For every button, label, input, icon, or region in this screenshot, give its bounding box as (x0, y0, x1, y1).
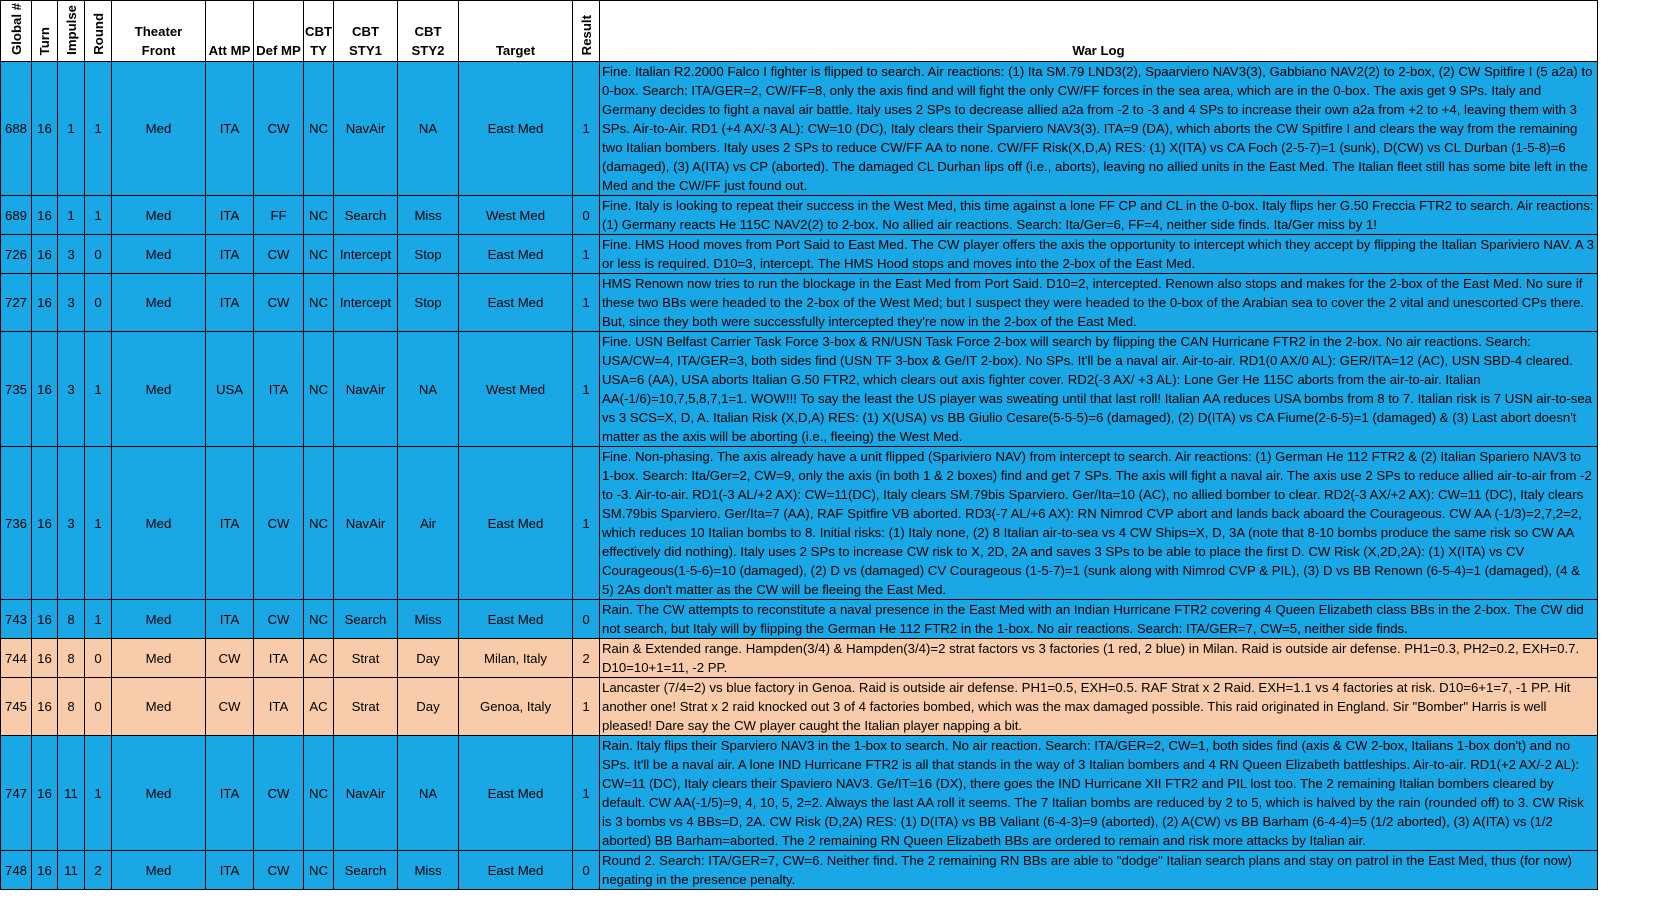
table-row (1, 851, 1598, 890)
cell-target: East Med (459, 62, 573, 196)
cell-global: 689 (1, 196, 32, 235)
cell-log: HMS Renown now tries to run the blockage in the East Med from Port Said. D10=2, intercepted. Renown also stops and makes for the 2-box of the East Med. No sure if these two BBs were headed to the 2-box of the West Med; but I suspect they were headed to the 0-box of the Arabian sea to cover the 2 vital and unescorted CPs there. But, since they both were successfully intercepted they're now in the 2-box of the East Med. (600, 274, 1598, 332)
cell-impulse: 3 (58, 332, 85, 447)
cell-impulse: 1 (58, 196, 85, 235)
col-header-cbt-ty: CBT TY (304, 1, 334, 62)
cell-cbt-sty1: Search (334, 851, 398, 890)
col-header-impulse: Impulse (58, 1, 85, 62)
col-header-turn: Turn (32, 1, 58, 62)
cell-global: 727 (1, 274, 32, 332)
cell-turn: 16 (32, 332, 58, 447)
table-row (1, 62, 1598, 196)
cell-att-mp: ITA (206, 736, 254, 851)
cell-def-mp: ITA (254, 639, 304, 678)
cell-cbt-ty: NC (304, 447, 334, 600)
cell-cbt-ty: NC (304, 235, 334, 274)
cell-impulse: 3 (58, 447, 85, 600)
cell-cbt-ty: AC (304, 678, 334, 736)
cell-theater: Med (112, 447, 206, 600)
col-header-global: Global # (1, 1, 32, 62)
cell-cbt-sty2: Miss (398, 851, 459, 890)
cell-att-mp: USA (206, 332, 254, 447)
header-row (1, 1, 1598, 62)
table-row (1, 332, 1598, 447)
cell-theater: Med (112, 332, 206, 447)
cell-result: 1 (573, 332, 600, 447)
cell-turn: 16 (32, 274, 58, 332)
cell-global: 743 (1, 600, 32, 639)
cell-att-mp: CW (206, 678, 254, 736)
cell-result: 0 (573, 196, 600, 235)
cell-global: 735 (1, 332, 32, 447)
cell-global: 736 (1, 447, 32, 600)
cell-impulse: 3 (58, 274, 85, 332)
col-header-result: Result (573, 1, 600, 62)
cell-cbt-sty2: Day (398, 678, 459, 736)
cell-target: East Med (459, 447, 573, 600)
cell-impulse: 1 (58, 62, 85, 196)
cell-target: East Med (459, 851, 573, 890)
cell-impulse: 8 (58, 639, 85, 678)
cell-result: 1 (573, 678, 600, 736)
cell-result: 0 (573, 851, 600, 890)
cell-cbt-ty: NC (304, 600, 334, 639)
cell-log: Fine. Italy is looking to repeat their success in the West Med, this time against a lone FF CP and CL in the 0-box. Italy flips her G.50 Freccia FTR2 to search. Air reactions: (1) Germany reacts He 115C NAV2(2) to 2-box. No allied air reactions. Search: Ita/Ger=6, FF=4, neither side finds. Ita/Ger miss by 1! (600, 196, 1598, 235)
cell-cbt-sty1: Intercept (334, 274, 398, 332)
cell-round: 0 (85, 235, 112, 274)
cell-round: 1 (85, 447, 112, 600)
cell-theater: Med (112, 235, 206, 274)
cell-cbt-ty: NC (304, 851, 334, 890)
table-row (1, 639, 1598, 678)
cell-turn: 16 (32, 678, 58, 736)
table-row (1, 736, 1598, 851)
cell-att-mp: CW (206, 639, 254, 678)
cell-round: 1 (85, 332, 112, 447)
cell-cbt-ty: NC (304, 196, 334, 235)
table-row (1, 447, 1598, 600)
cell-cbt-sty2: NA (398, 62, 459, 196)
cell-att-mp: ITA (206, 235, 254, 274)
cell-round: 1 (85, 196, 112, 235)
cell-cbt-sty2: Miss (398, 196, 459, 235)
cell-att-mp: ITA (206, 196, 254, 235)
cell-turn: 16 (32, 447, 58, 600)
cell-cbt-sty1: NavAir (334, 736, 398, 851)
cell-att-mp: ITA (206, 851, 254, 890)
cell-round: 1 (85, 62, 112, 196)
cell-cbt-sty2: Air (398, 447, 459, 600)
cell-cbt-sty1: NavAir (334, 447, 398, 600)
cell-cbt-sty1: NavAir (334, 332, 398, 447)
cell-log: Fine. Italian R2.2000 Falco I fighter is flipped to search. Air reactions: (1) Ita SM.79 LND3(2), Spaarviero NAV3(3), Gabbiano NAV2(2) to 2-box, (2) CW Spitfire I (5 a2a) to 0-box. Search: ITA/GER=2, CW/FF=8, only the axis find and will fight the only CW/FF forces in the sea area, which are in the 0-box. The axis get 9 SPs. Italy and Germany decides to fight a naval air battle. Italy uses 2 SPs to decrease allied a2a from -2 to -3 and 4 SPs to increase their own a2a from +2 to +4, leaving them with 3 SPs. Air-to-Air. RD1 (+4 AX/-3 AL): CW=10 (DC), Italy clears their Sparviero NAV3(3). ITA=9 (DA), which aborts the CW Spitfire I and clears the way from the remaining two Italian bombers. Italy uses 2 SPs to reduce CW/FF AA to none. CW/FF Risk(X,D,A) RES: (1) X(ITA) vs CA Foch (2-5-7)=1 (sunk), D(CW) vs CL Durban (1-5-8)=6 (damaged), (3) A(ITA) vs CP (aborted). The damaged CL Durhan lips off (i.e., aborts), leaving no allied units in the East Med. The Italian fleet still has some bite left in the Med and the CW/FF just found out. (600, 62, 1598, 196)
cell-def-mp: ITA (254, 332, 304, 447)
col-header-round: Round (85, 1, 112, 62)
cell-cbt-sty2: Day (398, 639, 459, 678)
cell-turn: 16 (32, 639, 58, 678)
cell-round: 1 (85, 600, 112, 639)
cell-theater: Med (112, 851, 206, 890)
cell-target: West Med (459, 196, 573, 235)
cell-theater: Med (112, 62, 206, 196)
cell-global: 688 (1, 62, 32, 196)
cell-turn: 16 (32, 62, 58, 196)
cell-def-mp: CW (254, 274, 304, 332)
cell-round: 0 (85, 639, 112, 678)
col-header-cbt-sty1: CBT STY1 (334, 1, 398, 62)
cell-result: 2 (573, 639, 600, 678)
cell-target: West Med (459, 332, 573, 447)
cell-att-mp: ITA (206, 62, 254, 196)
cell-target: East Med (459, 235, 573, 274)
table-row (1, 196, 1598, 235)
cell-round: 0 (85, 678, 112, 736)
cell-round: 1 (85, 736, 112, 851)
cell-log: Round 2. Search: ITA/GER=7, CW=6. Neither find. The 2 remaining RN BBs are able to "dodge" Italian search plans and stay on patrol in the East Med, thus (for now) negating in the presence penalty. (600, 851, 1598, 890)
col-header-theater: Theater Front (112, 1, 206, 62)
cell-theater: Med (112, 600, 206, 639)
cell-result: 1 (573, 447, 600, 600)
cell-def-mp: FF (254, 196, 304, 235)
cell-cbt-sty1: Search (334, 600, 398, 639)
cell-att-mp: ITA (206, 600, 254, 639)
cell-target: Milan, Italy (459, 639, 573, 678)
cell-global: 745 (1, 678, 32, 736)
cell-def-mp: CW (254, 851, 304, 890)
cell-cbt-sty2: Miss (398, 600, 459, 639)
cell-def-mp: CW (254, 447, 304, 600)
cell-log: Rain. Italy flips their Sparviero NAV3 in the 1-box to search. No air reaction. Search: ITA/GER=2, CW=1, both sides find (axis & CW 2-box, Italians 1-box don't) and no SPs. It'll be a naval air. A lone IND Hurricane FTR2 is all that stands in the way of 3 Italian bombers and 4 RN Queen Elizabeth battleships. Air-to-air. RD1(+2 AX/-2 AL): CW=11 (DC), Italy clears their Spaviero NAV3. Ge/IT=16 (DX), there goes the IND Hurricane XII FTR2 and PIL lost too. The 2 remaining Italian bombers cleared by default. CW AA(-1/5)=9, 4, 10, 5, 2=2. Always the last AA roll it seems. The 7 Italian bombs are reduced by 2 to 5, which is halved by the rain (rounded off) to 3. CW Risk is 3 bombs vs 4 BBs=D, 2A. CW Risk (D,2A) RES: (1) D(ITA) vs BB Valiant (6-4-3)=9 (aborted), (2) A(CW) vs BB Barham (6-4-4)=5 (1/2 aborted), (3) A(ITA) vs (1/2 aborted) BB Barham=aborted. The 2 remaining RN Queen Elizabeth BBs are ordered to remain and risk more attacks by Italian air. (600, 736, 1598, 851)
cell-cbt-sty1: Strat (334, 639, 398, 678)
cell-result: 1 (573, 736, 600, 851)
cell-turn: 16 (32, 851, 58, 890)
cell-log: Lancaster (7/4=2) vs blue factory in Genoa. Raid is outside air defense. PH1=0.5, EXH=0.5. RAF Strat x 2 Raid. EXH=1.1 vs 4 factories at risk. D10=6+1=7, -1 PP. Hit another one! Strat x 2 raid knocked out 3 of 4 factories bombed, which was the max damaged possible. This raid originated in England. Sir "Bomber" Harris is well pleased! Dare say the CW player caught the Italian player napping a bit. (600, 678, 1598, 736)
cell-def-mp: CW (254, 600, 304, 639)
cell-turn: 16 (32, 196, 58, 235)
cell-theater: Med (112, 196, 206, 235)
cell-global: 748 (1, 851, 32, 890)
col-header-att-mp: Att MP (206, 1, 254, 62)
cell-global: 726 (1, 235, 32, 274)
cell-cbt-sty1: Search (334, 196, 398, 235)
cell-target: East Med (459, 736, 573, 851)
cell-def-mp: CW (254, 235, 304, 274)
cell-theater: Med (112, 274, 206, 332)
col-header-war-log: War Log (600, 1, 1598, 62)
cell-impulse: 11 (58, 851, 85, 890)
cell-log: Fine. Non-phasing. The axis already have a unit flipped (Spariviero NAV) from intercept to search. Air reactions: (1) German He 112 FTR2 & (2) Italian Spariero NAV3 to 1-box. Search: Ita/Ger=2, CW=9, only the axis (in both 1 & 2 boxes) find and get 7 SPs. The axis will fight a naval air. The axis use 2 SPs to reduce allied air-to-air from -2 to -3. Air-to-air. RD1(-3 AL/+2 AX): CW=11(DC), Italy clears SM.79bis Sparviero. Ger/Ita=10 (AC), no allied bomber to clear. RD2(-3 AX/+2 AX): CW=11 (DC), Italy clears SM.79bis Sparviero. Ger/Ita=7 (AA), RAF Spitfire VB aborted. RD3(-7 AL/+6 AX): RN Nimrod CVP abort and lands back aboard the Courageous. CW AA (-1/3)=2,7,2=2, which reduces 10 Italian bombs to 8. Initial risks: (1) Italy none, (2) 8 Italian air-to-sea vs 4 CW Ships=X, D, 3A (note that 8-10 bombs produce the same risk so CW AA effectively did nothing). Italy uses 2 SPs to increase CW risk to X, 2D, 2A and saves 3 SPs to be able to place the first D. CW Risk (X,2D,2A): (1) X(ITA) vs CV Courageous(1-5-6)=10 (damaged), (2) D vs (damaged) CV Courageous (1-5-7)=1 (sunk along with Nimrod CVP & PIL), (3) D vs BB Renown (6-5-4)=1 (damaged), (4 & 5) 2As don't matter as the CW will be fleeing the East Med. (600, 447, 1598, 600)
cell-result: 1 (573, 62, 600, 196)
cell-log: Rain & Extended range. Hampden(3/4) & Hampden(3/4)=2 strat factors vs 3 factories (1 red, 2 blue) in Milan. Raid is outside air defense. PH1=0.3, PH2=0.2, EXH=0.7. D10=10+1=11, -2 PP. (600, 639, 1598, 678)
cell-log: Rain. The CW attempts to reconstitute a naval presence in the East Med with an Indian Hurricane FTR2 covering 4 Queen Elizabeth class BBs in the 2-box. The CW did not search, but Italy will by flipping the German He 112 FTR2 in the 1-box. No air reactions. Search: ITA/GER=7, CW=5, neither side finds. (600, 600, 1598, 639)
table-row (1, 235, 1598, 274)
cell-theater: Med (112, 678, 206, 736)
cell-round: 2 (85, 851, 112, 890)
cell-target: East Med (459, 274, 573, 332)
cell-target: East Med (459, 600, 573, 639)
cell-turn: 16 (32, 235, 58, 274)
cell-def-mp: CW (254, 736, 304, 851)
cell-result: 1 (573, 235, 600, 274)
cell-cbt-ty: NC (304, 274, 334, 332)
cell-result: 1 (573, 274, 600, 332)
col-header-def-mp: Def MP (254, 1, 304, 62)
cell-cbt-sty2: NA (398, 332, 459, 447)
cell-cbt-sty1: Intercept (334, 235, 398, 274)
cell-cbt-sty1: NavAir (334, 62, 398, 196)
cell-att-mp: ITA (206, 447, 254, 600)
cell-cbt-sty2: NA (398, 736, 459, 851)
cell-global: 747 (1, 736, 32, 851)
cell-impulse: 3 (58, 235, 85, 274)
cell-cbt-sty2: Stop (398, 274, 459, 332)
cell-cbt-sty2: Stop (398, 235, 459, 274)
col-header-cbt-sty2: CBT STY2 (398, 1, 459, 62)
table-row (1, 678, 1598, 736)
cell-cbt-ty: NC (304, 62, 334, 196)
cell-cbt-ty: NC (304, 332, 334, 447)
cell-result: 0 (573, 600, 600, 639)
cell-turn: 16 (32, 600, 58, 639)
cell-round: 0 (85, 274, 112, 332)
cell-impulse: 8 (58, 678, 85, 736)
cell-def-mp: ITA (254, 678, 304, 736)
table-row (1, 600, 1598, 639)
col-header-target: Target (459, 1, 573, 62)
cell-cbt-ty: AC (304, 639, 334, 678)
cell-impulse: 8 (58, 600, 85, 639)
cell-def-mp: CW (254, 62, 304, 196)
cell-impulse: 11 (58, 736, 85, 851)
cell-theater: Med (112, 639, 206, 678)
cell-theater: Med (112, 736, 206, 851)
cell-log: Fine. HMS Hood moves from Port Said to East Med. The CW player offers the axis the opportunity to intercept which they accept by flipping the Italian Spariviero NAV. A 3 or less is required. D10=3, intercept. The HMS Hood stops and moves into the 2-box of the East Med. (600, 235, 1598, 274)
cell-cbt-ty: NC (304, 736, 334, 851)
cell-log: Fine. USN Belfast Carrier Task Force 3-box & RN/USN Task Force 2-box will search by flipping the CAN Hurricane FTR2 in the 2-box. No air reactions. Search: USA/CW=4, ITA/GER=3, both sides find (USN TF 3-box & Ge/IT 2-box). No SPs. It'll be a naval air. Air-to-air. RD1(0 AX/0 AL): GER/ITA=12 (AC), USN SBD-4 cleared. USA=6 (AA), USA aborts Italian G.50 FTR2, which clears out axis fighter cover. RD2(-3 AX/ +3 AL): Lone Ger He 115C aborts from the air-to-air. Italian AA(-1/6)=10,7,5,8,7,1=1. WOW!!! To say the least the US player was sweating until that last roll! Italian AA reduces USA bombs from 8 to 7. Italian risk is 7 USN air-to-sea vs 3 SCS=X, D, A. Italian Risk (X,D,A) RES: (1) X(USA) vs BB Giulio Cesare(5-5-5)=6 (damaged), (2) D(ITA) vs CA Fiume(2-6-5)=1 (damaged) & (3) Last abort doesn't matter as the axis will be aborting (i.e., fleeing) the West Med. (600, 332, 1598, 447)
cell-global: 744 (1, 639, 32, 678)
cell-att-mp: ITA (206, 274, 254, 332)
table-row (1, 274, 1598, 332)
cell-target: Genoa, Italy (459, 678, 573, 736)
cell-turn: 16 (32, 736, 58, 851)
cell-cbt-sty1: Strat (334, 678, 398, 736)
